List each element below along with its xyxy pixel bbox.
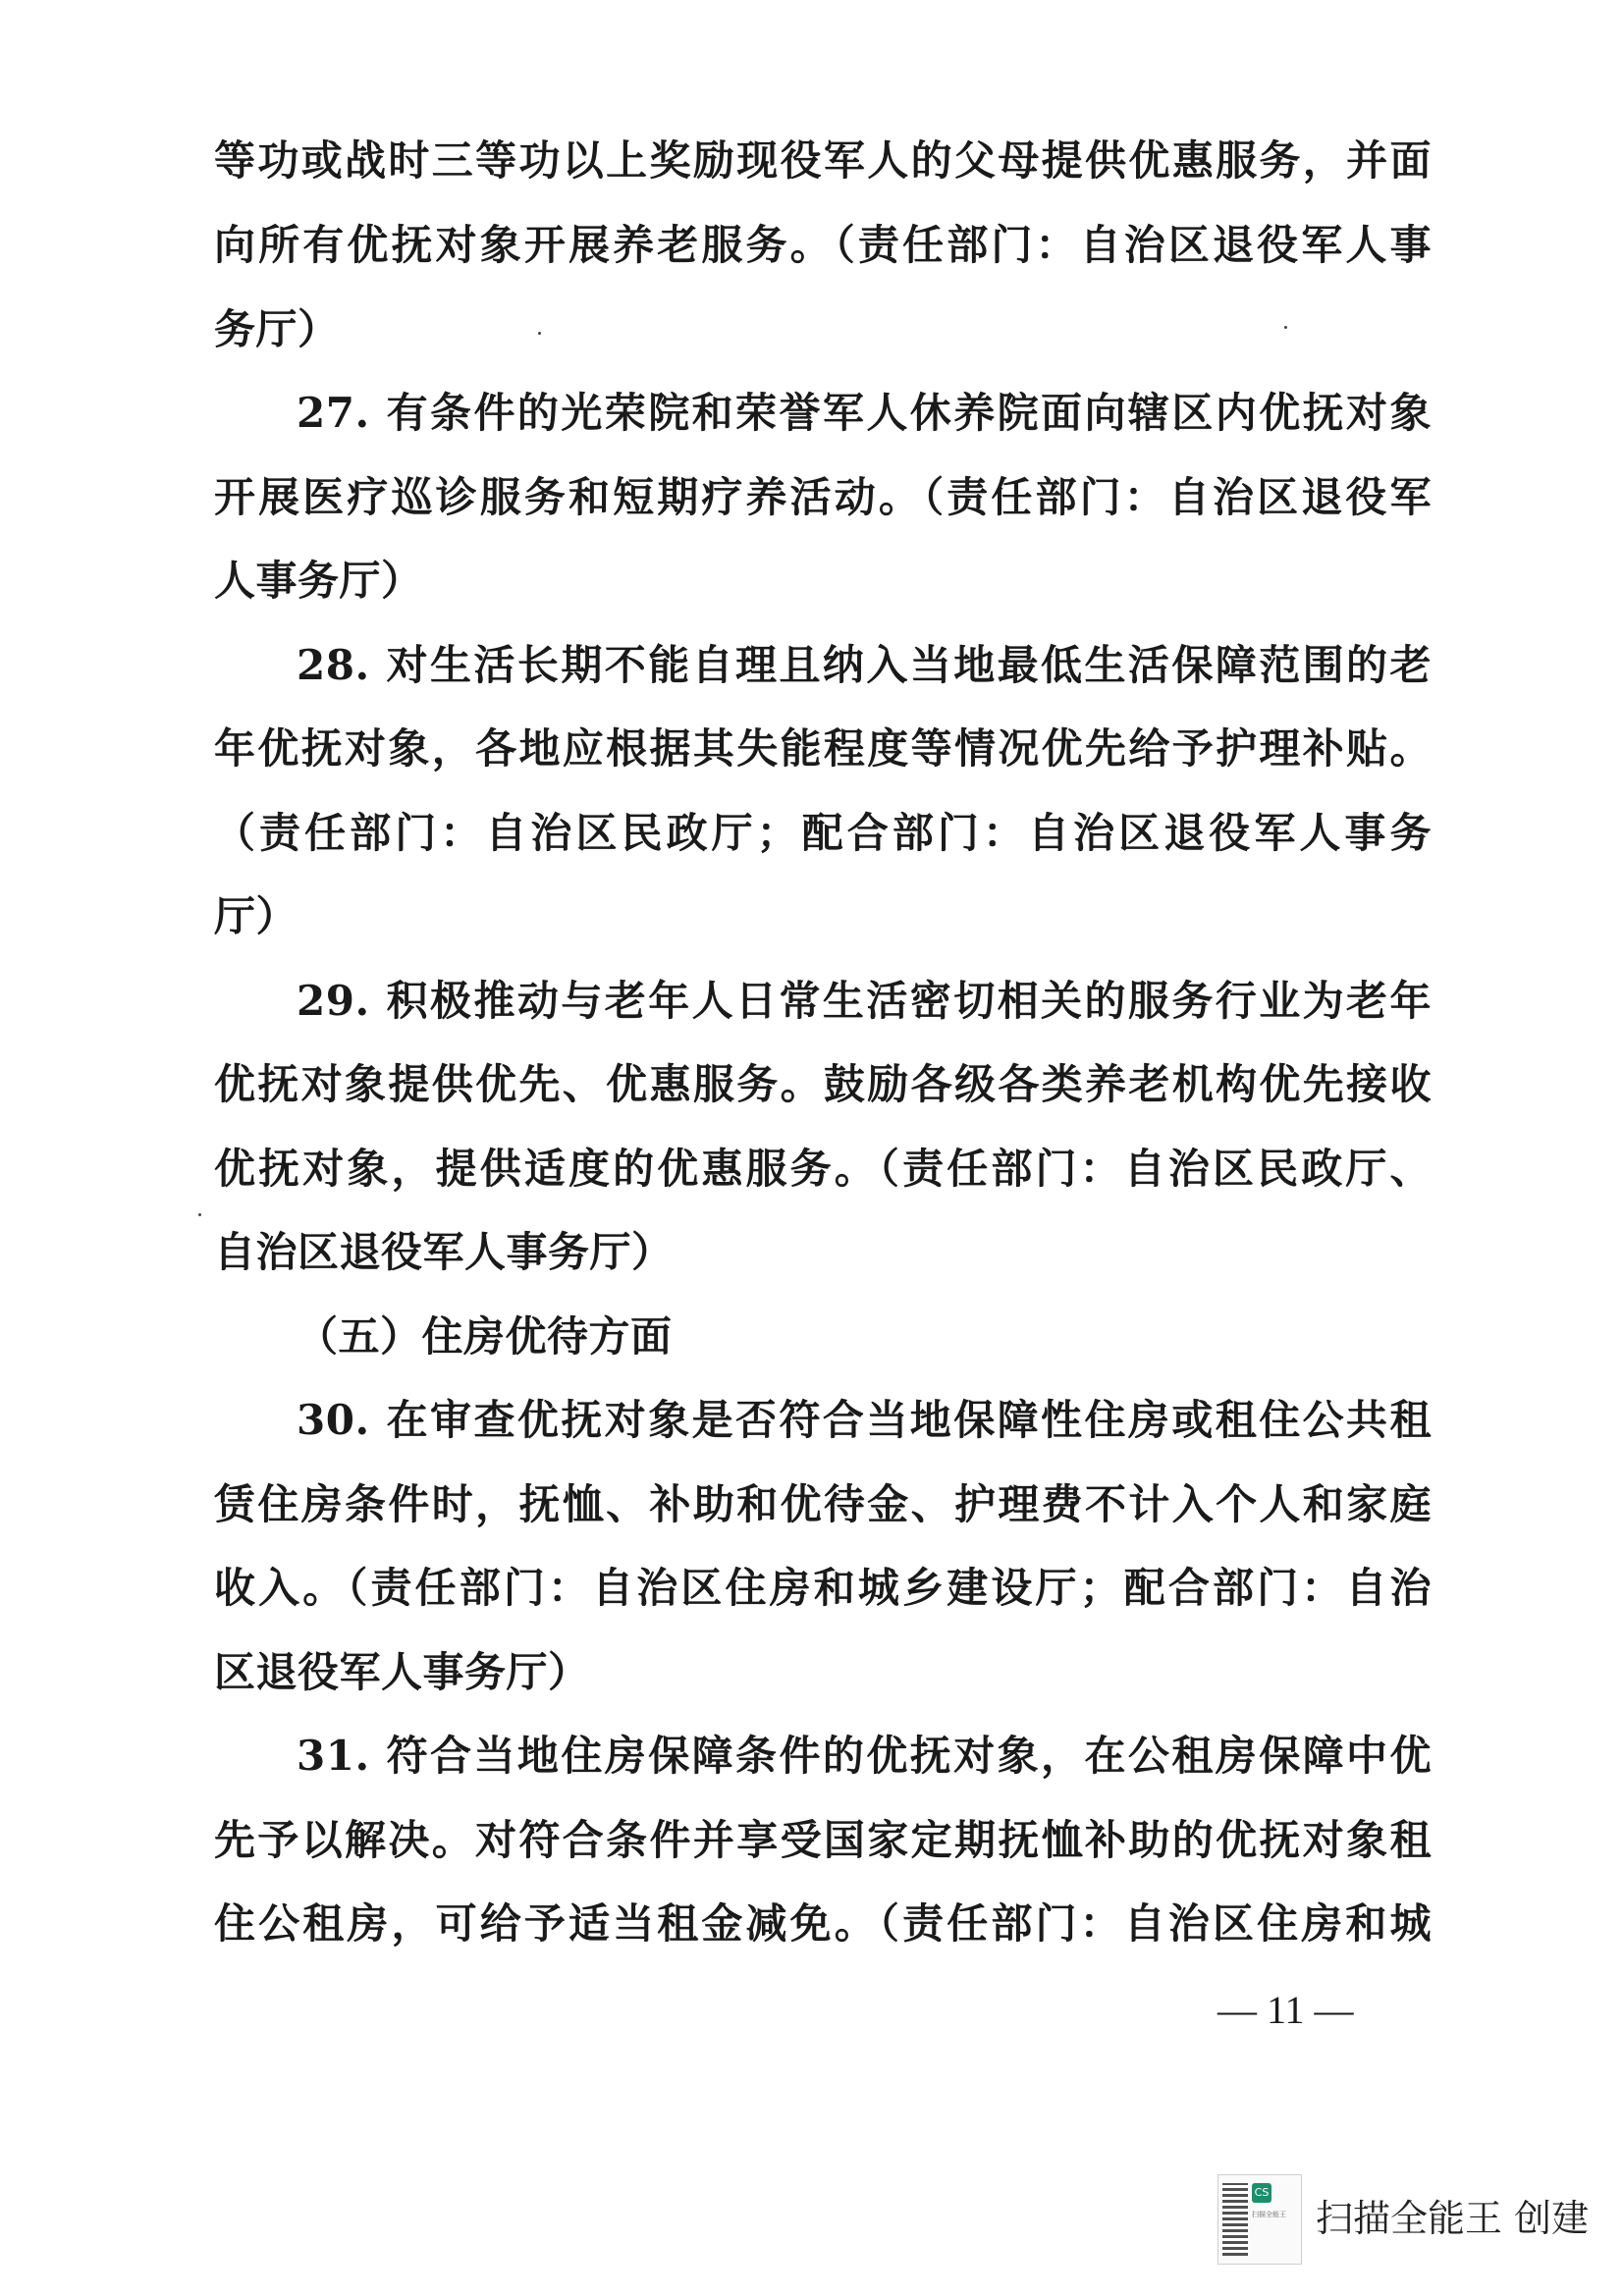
text-line: 收入。（责任部门：自治区住房和城乡建设厅；配合部门：自治 [214,1564,1432,1612]
scan-speck [198,1213,201,1216]
camscanner-logo-icon [1217,2174,1302,2265]
text-line: 人事务厅） [214,557,423,605]
watermark-text: 扫描全能王 创建 [1316,2197,1590,2240]
text-line: 自治区退役军人事务厅） [214,1228,674,1276]
text-line: 年优抚对象，各地应根据其失能程度等情况优先给予护理补贴。 [214,724,1432,773]
text-line: 区退役军人事务厅） [214,1648,590,1696]
logo-caption: 扫描全能王 [1252,2211,1286,2218]
text-line: 开展医疗巡诊服务和短期疗养活动。（责任部门：自治区退役军 [214,473,1432,521]
text-line: 赁住房条件时，抚恤、补助和优待金、护理费不计入个人和家庭 [214,1480,1432,1528]
scan-speck [538,332,541,335]
text-line: 优抚对象，提供适度的优惠服务。（责任部门：自治区民政厅、 [214,1145,1432,1193]
text-line: 先予以解决。对符合条件并享受国家定期抚恤补助的优抚对象租 [214,1816,1432,1864]
scan-speck [1284,326,1287,329]
text-line: 厅） [214,892,298,940]
text-line: （责任部门：自治区民政厅；配合部门：自治区退役军人事务 [214,809,1432,857]
text-line: 优抚对象提供优先、优惠服务。鼓励各级各类养老机构优先接收 [214,1060,1432,1108]
cs-badge: CS [1252,2183,1271,2203]
scanner-watermark [1217,2174,1610,2263]
text-line: 向所有优抚对象开展养老服务。（责任部门：自治区退役军人事 [214,221,1432,269]
page-number: — 11 — [1217,1988,1354,2032]
text-line: 30. 在审查优抚对象是否符合当地保障性住房或租住公共租 [297,1396,1432,1444]
text-line: 28. 对生活长期不能自理且纳入当地最低生活保障范围的老 [297,641,1432,689]
qr-code-icon [1222,2183,1248,2256]
text-line: 务厅） [214,305,340,353]
text-line: 29. 积极推动与老年人日常生活密切相关的服务行业为老年 [297,977,1432,1025]
text-line: 27. 有条件的光荣院和荣誉军人休养院面向辖区内优抚对象 [297,389,1432,437]
section-heading: （五）住房优待方面 [297,1312,673,1361]
text-line: 住公租房，可给予适当租金减免。（责任部门：自治区住房和城 [214,1899,1432,1948]
text-line: 等功或战时三等功以上奖励现役军人的父母提供优惠服务，并面 [214,136,1432,185]
text-line: 31. 符合当地住房保障条件的优抚对象，在公租房保障中优 [297,1732,1432,1780]
